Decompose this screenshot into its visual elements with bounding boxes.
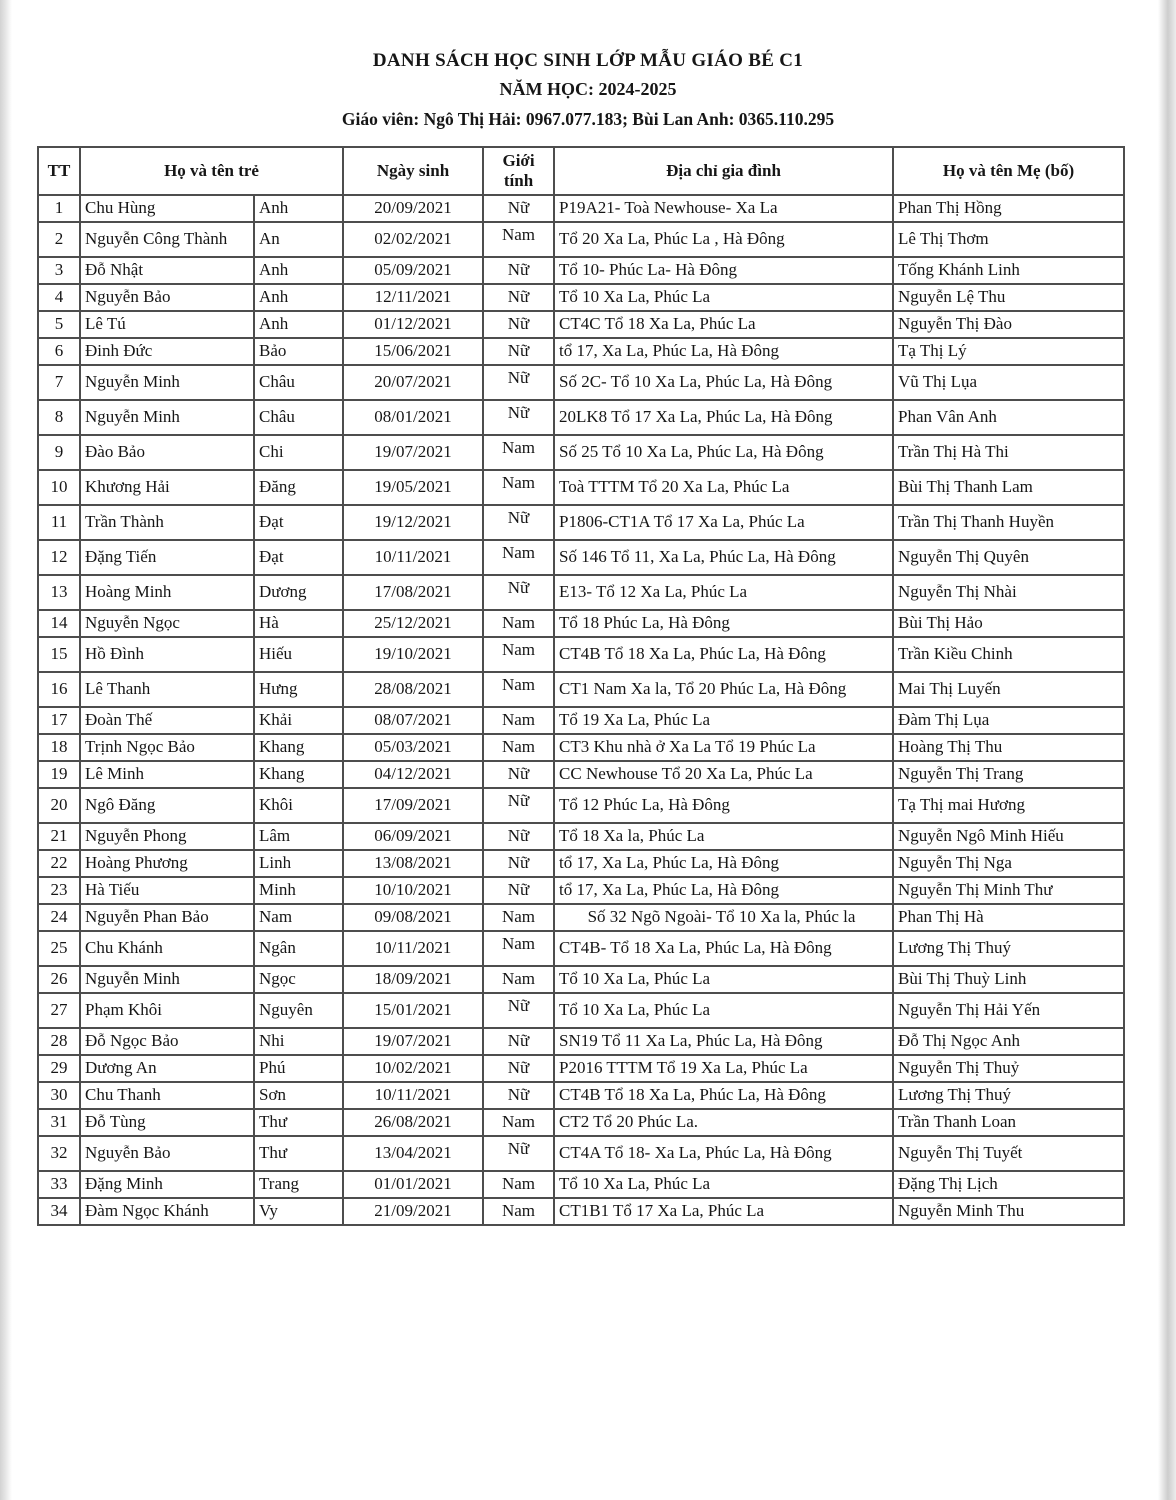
cell-family-name: Nguyễn Phan Bảo	[80, 904, 254, 931]
cell-parent: Trần Kiều Chinh	[893, 637, 1124, 672]
column-header-gender: Giới tính	[483, 147, 554, 195]
cell-dob: 19/05/2021	[343, 470, 483, 505]
cell-address: Tổ 18 Xa la, Phúc La	[554, 823, 893, 850]
cell-dob: 10/02/2021	[343, 1055, 483, 1082]
cell-family-name: Nguyễn Phong	[80, 823, 254, 850]
cell-gender: Nam	[483, 1109, 554, 1136]
cell-address: tổ 17, Xa La, Phúc La, Hà Đông	[554, 877, 893, 904]
table-row	[38, 734, 1124, 761]
cell-given-name: Trang	[254, 1171, 343, 1198]
cell-parent: Bùi Thị Hảo	[893, 610, 1124, 637]
cell-gender: Nam	[483, 637, 554, 672]
cell-given-name: Khang	[254, 761, 343, 788]
table-row	[38, 931, 1124, 966]
cell-dob: 05/03/2021	[343, 734, 483, 761]
cell-address: Tổ 10- Phúc La- Hà Đông	[554, 257, 893, 284]
cell-dob: 06/09/2021	[343, 823, 483, 850]
column-header-parent: Họ và tên Mẹ (bố)	[893, 147, 1124, 195]
table-row	[38, 365, 1124, 400]
cell-given-name: Ngọc	[254, 966, 343, 993]
cell-gender: Nữ	[483, 877, 554, 904]
document-header	[0, 0, 1176, 130]
cell-dob: 17/09/2021	[343, 788, 483, 823]
table-row	[38, 338, 1124, 365]
cell-gender: Nữ	[483, 284, 554, 311]
teachers-line: Giáo viên: Ngô Thị Hải: 0967.077.183; Bùi Lan Anh: 0365.110.295	[341, 109, 835, 129]
cell-address: CT4B Tổ 18 Xa La, Phúc La, Hà Đông	[554, 637, 893, 672]
cell-gender: Nữ	[483, 575, 554, 610]
cell-given-name: Đạt	[254, 540, 343, 575]
cell-address: Toà TTTM Tổ 20 Xa La, Phúc La	[554, 470, 893, 505]
cell-family-name: Đinh Đức	[80, 338, 254, 365]
cell-dob: 01/12/2021	[343, 311, 483, 338]
cell-parent: Phan Thị Hồng	[893, 195, 1124, 222]
table-row	[38, 257, 1124, 284]
table-row	[38, 788, 1124, 823]
cell-address: Tổ 10 Xa La, Phúc La	[554, 1171, 893, 1198]
cell-parent: Nguyễn Minh Thu	[893, 1198, 1124, 1225]
cell-parent: Bùi Thị Thuỳ Linh	[893, 966, 1124, 993]
table-row	[38, 1082, 1124, 1109]
cell-parent: Hoàng Thị Thu	[893, 734, 1124, 761]
cell-given-name: Khải	[254, 707, 343, 734]
cell-address: Số 25 Tổ 10 Xa La, Phúc La, Hà Đông	[554, 435, 893, 470]
cell-family-name: Ngô Đăng	[80, 788, 254, 823]
table-row	[38, 707, 1124, 734]
cell-dob: 10/11/2021	[343, 540, 483, 575]
cell-family-name: Chu Hùng	[80, 195, 254, 222]
cell-gender: Nữ	[483, 788, 554, 823]
table-row	[38, 540, 1124, 575]
cell-parent: Trần Thị Thanh Huyền	[893, 505, 1124, 540]
cell-dob: 02/02/2021	[343, 222, 483, 257]
cell-family-name: Hoàng Minh	[80, 575, 254, 610]
cell-parent: Trần Thị Hà Thi	[893, 435, 1124, 470]
cell-family-name: Trịnh Ngọc Bảo	[80, 734, 254, 761]
cell-tt: 4	[38, 284, 80, 311]
table-row	[38, 284, 1124, 311]
column-header-tt: TT	[38, 147, 80, 195]
cell-given-name: Nguyên	[254, 993, 343, 1028]
cell-address: P1806-CT1A Tổ 17 Xa La, Phúc La	[554, 505, 893, 540]
school-year: NĂM HỌC: 2024-2025	[499, 79, 677, 99]
cell-gender: Nữ	[483, 850, 554, 877]
cell-family-name: Hà Tiếu	[80, 877, 254, 904]
cell-given-name: Hưng	[254, 672, 343, 707]
cell-family-name: Chu Khánh	[80, 931, 254, 966]
cell-address: CT1B1 Tổ 17 Xa La, Phúc La	[554, 1198, 893, 1225]
cell-tt: 7	[38, 365, 80, 400]
cell-family-name: Chu Thanh	[80, 1082, 254, 1109]
cell-address: CC Newhouse Tổ 20 Xa La, Phúc La	[554, 761, 893, 788]
table-row	[38, 400, 1124, 435]
cell-given-name: Anh	[254, 195, 343, 222]
cell-dob: 10/11/2021	[343, 1082, 483, 1109]
cell-dob: 04/12/2021	[343, 761, 483, 788]
cell-tt: 17	[38, 707, 80, 734]
cell-tt: 24	[38, 904, 80, 931]
table-row	[38, 637, 1124, 672]
cell-given-name: Bảo	[254, 338, 343, 365]
cell-dob: 21/09/2021	[343, 1198, 483, 1225]
student-table	[37, 146, 1125, 1226]
cell-family-name: Trần Thành	[80, 505, 254, 540]
cell-given-name: Đạt	[254, 505, 343, 540]
cell-address: Số 32 Ngõ Ngoài- Tổ 10 Xa la, Phúc la	[554, 904, 893, 931]
cell-tt: 29	[38, 1055, 80, 1082]
cell-tt: 9	[38, 435, 80, 470]
table-row	[38, 672, 1124, 707]
cell-gender: Nam	[483, 707, 554, 734]
cell-family-name: Hồ Đình	[80, 637, 254, 672]
cell-family-name: Phạm Khôi	[80, 993, 254, 1028]
cell-address: CT3 Khu nhà ở Xa La Tổ 19 Phúc La	[554, 734, 893, 761]
cell-tt: 28	[38, 1028, 80, 1055]
cell-given-name: Thư	[254, 1136, 343, 1171]
cell-address: tổ 17, Xa La, Phúc La, Hà Đông	[554, 850, 893, 877]
cell-family-name: Đỗ Tùng	[80, 1109, 254, 1136]
table-row	[38, 1198, 1124, 1225]
cell-address: CT4A Tổ 18- Xa La, Phúc La, Hà Đông	[554, 1136, 893, 1171]
cell-parent: Nguyễn Ngô Minh Hiếu	[893, 823, 1124, 850]
table-row	[38, 575, 1124, 610]
cell-dob: 19/07/2021	[343, 435, 483, 470]
cell-dob: 13/04/2021	[343, 1136, 483, 1171]
cell-family-name: Đặng Tiến	[80, 540, 254, 575]
cell-family-name: Nguyễn Ngọc	[80, 610, 254, 637]
cell-given-name: Minh	[254, 877, 343, 904]
cell-tt: 34	[38, 1198, 80, 1225]
cell-dob: 10/11/2021	[343, 931, 483, 966]
cell-dob: 28/08/2021	[343, 672, 483, 707]
cell-parent: Nguyễn Thị Nhài	[893, 575, 1124, 610]
cell-tt: 12	[38, 540, 80, 575]
cell-family-name: Đỗ Ngọc Bảo	[80, 1028, 254, 1055]
cell-family-name: Đào Bảo	[80, 435, 254, 470]
table-row	[38, 1136, 1124, 1171]
cell-address: Tổ 18 Phúc La, Hà Đông	[554, 610, 893, 637]
cell-given-name: Nam	[254, 904, 343, 931]
cell-family-name: Nguyễn Minh	[80, 400, 254, 435]
cell-parent: Tống Khánh Linh	[893, 257, 1124, 284]
cell-gender: Nam	[483, 435, 554, 470]
cell-given-name: Châu	[254, 365, 343, 400]
cell-given-name: Vy	[254, 1198, 343, 1225]
cell-parent: Lương Thị Thuý	[893, 1082, 1124, 1109]
cell-address: CT4B Tổ 18 Xa La, Phúc La, Hà Đông	[554, 1082, 893, 1109]
cell-gender: Nam	[483, 540, 554, 575]
cell-dob: 17/08/2021	[343, 575, 483, 610]
table-row	[38, 1055, 1124, 1082]
cell-dob: 25/12/2021	[343, 610, 483, 637]
cell-dob: 19/07/2021	[343, 1028, 483, 1055]
cell-address: CT1 Nam Xa la, Tổ 20 Phúc La, Hà Đông	[554, 672, 893, 707]
cell-parent: Nguyễn Thị Hải Yến	[893, 993, 1124, 1028]
cell-family-name: Nguyễn Bảo	[80, 284, 254, 311]
table-header-row	[38, 147, 1124, 195]
column-header-dob: Ngày sinh	[343, 147, 483, 195]
table-row	[38, 195, 1124, 222]
cell-tt: 3	[38, 257, 80, 284]
cell-address: Tổ 10 Xa La, Phúc La	[554, 284, 893, 311]
cell-tt: 33	[38, 1171, 80, 1198]
cell-dob: 08/07/2021	[343, 707, 483, 734]
cell-dob: 10/10/2021	[343, 877, 483, 904]
cell-given-name: Anh	[254, 284, 343, 311]
cell-family-name: Nguyễn Minh	[80, 365, 254, 400]
cell-address: Số 146 Tổ 11, Xa La, Phúc La, Hà Đông	[554, 540, 893, 575]
table-row	[38, 435, 1124, 470]
cell-given-name: Phú	[254, 1055, 343, 1082]
cell-gender: Nữ	[483, 1028, 554, 1055]
cell-parent: Nguyễn Thị Đào	[893, 311, 1124, 338]
cell-tt: 20	[38, 788, 80, 823]
cell-parent: Vũ Thị Lụa	[893, 365, 1124, 400]
cell-address: P2016 TTTM Tổ 19 Xa La, Phúc La	[554, 1055, 893, 1082]
cell-dob: 20/07/2021	[343, 365, 483, 400]
cell-gender: Nữ	[483, 761, 554, 788]
cell-address: Tổ 12 Phúc La, Hà Đông	[554, 788, 893, 823]
cell-dob: 19/12/2021	[343, 505, 483, 540]
cell-family-name: Hoàng Phương	[80, 850, 254, 877]
cell-tt: 31	[38, 1109, 80, 1136]
cell-address: Tổ 20 Xa La, Phúc La , Hà Đông	[554, 222, 893, 257]
cell-address: tổ 17, Xa La, Phúc La, Hà Đông	[554, 338, 893, 365]
cell-tt: 14	[38, 610, 80, 637]
cell-given-name: Thư	[254, 1109, 343, 1136]
cell-tt: 2	[38, 222, 80, 257]
cell-gender: Nữ	[483, 1082, 554, 1109]
cell-gender: Nam	[483, 931, 554, 966]
cell-tt: 6	[38, 338, 80, 365]
cell-tt: 23	[38, 877, 80, 904]
cell-given-name: Sơn	[254, 1082, 343, 1109]
cell-dob: 19/10/2021	[343, 637, 483, 672]
cell-family-name: Nguyễn Minh	[80, 966, 254, 993]
table-row	[38, 904, 1124, 931]
cell-given-name: Anh	[254, 311, 343, 338]
cell-gender: Nam	[483, 222, 554, 257]
table-row	[38, 1171, 1124, 1198]
table-row	[38, 761, 1124, 788]
cell-tt: 32	[38, 1136, 80, 1171]
cell-address: Tổ 10 Xa La, Phúc La	[554, 966, 893, 993]
cell-gender: Nam	[483, 966, 554, 993]
cell-tt: 27	[38, 993, 80, 1028]
column-header-address: Địa chỉ gia đình	[554, 147, 893, 195]
cell-address: CT4B- Tổ 18 Xa La, Phúc La, Hà Đông	[554, 931, 893, 966]
cell-tt: 19	[38, 761, 80, 788]
table-row	[38, 850, 1124, 877]
cell-parent: Đàm Thị Lụa	[893, 707, 1124, 734]
table-row	[38, 222, 1124, 257]
cell-tt: 1	[38, 195, 80, 222]
cell-given-name: Nhi	[254, 1028, 343, 1055]
cell-gender: Nam	[483, 470, 554, 505]
cell-gender: Nữ	[483, 195, 554, 222]
cell-given-name: Ngân	[254, 931, 343, 966]
cell-gender: Nữ	[483, 311, 554, 338]
cell-address: Số 2C- Tổ 10 Xa La, Phúc La, Hà Đông	[554, 365, 893, 400]
scan-right-edge-shadow	[1158, 0, 1176, 1500]
cell-address: 20LK8 Tổ 17 Xa La, Phúc La, Hà Đông	[554, 400, 893, 435]
cell-given-name: Hà	[254, 610, 343, 637]
cell-parent: Lê Thị Thơm	[893, 222, 1124, 257]
cell-tt: 26	[38, 966, 80, 993]
cell-parent: Lương Thị Thuý	[893, 931, 1124, 966]
cell-dob: 09/08/2021	[343, 904, 483, 931]
cell-parent: Mai Thị Luyến	[893, 672, 1124, 707]
cell-gender: Nữ	[483, 257, 554, 284]
cell-dob: 26/08/2021	[343, 1109, 483, 1136]
cell-given-name: An	[254, 222, 343, 257]
cell-parent: Nguyễn Thị Quyên	[893, 540, 1124, 575]
cell-given-name: Đăng	[254, 470, 343, 505]
cell-parent: Phan Vân Anh	[893, 400, 1124, 435]
cell-dob: 20/09/2021	[343, 195, 483, 222]
cell-gender: Nữ	[483, 823, 554, 850]
cell-parent: Bùi Thị Thanh Lam	[893, 470, 1124, 505]
cell-dob: 15/01/2021	[343, 993, 483, 1028]
cell-tt: 8	[38, 400, 80, 435]
cell-gender: Nam	[483, 1171, 554, 1198]
cell-tt: 5	[38, 311, 80, 338]
cell-family-name: Lê Minh	[80, 761, 254, 788]
cell-parent: Tạ Thị Lý	[893, 338, 1124, 365]
page-title: DANH SÁCH HỌC SINH LỚP MẪU GIÁO BÉ C1	[372, 50, 804, 71]
cell-dob: 05/09/2021	[343, 257, 483, 284]
cell-tt: 13	[38, 575, 80, 610]
cell-tt: 10	[38, 470, 80, 505]
cell-tt: 11	[38, 505, 80, 540]
cell-address: E13- Tổ 12 Xa La, Phúc La	[554, 575, 893, 610]
cell-gender: Nữ	[483, 993, 554, 1028]
cell-gender: Nữ	[483, 400, 554, 435]
cell-dob: 13/08/2021	[343, 850, 483, 877]
cell-tt: 22	[38, 850, 80, 877]
cell-family-name: Khương Hải	[80, 470, 254, 505]
cell-gender: Nam	[483, 1198, 554, 1225]
cell-parent: Đỗ Thị Ngọc Anh	[893, 1028, 1124, 1055]
table-row	[38, 505, 1124, 540]
table-row	[38, 877, 1124, 904]
cell-gender: Nữ	[483, 1055, 554, 1082]
cell-gender: Nam	[483, 672, 554, 707]
cell-dob: 12/11/2021	[343, 284, 483, 311]
cell-address: SN19 Tổ 11 Xa La, Phúc La, Hà Đông	[554, 1028, 893, 1055]
cell-parent: Trần Thanh Loan	[893, 1109, 1124, 1136]
table-row	[38, 993, 1124, 1028]
cell-parent: Tạ Thị mai Hương	[893, 788, 1124, 823]
cell-address: P19A21- Toà Newhouse- Xa La	[554, 195, 893, 222]
cell-dob: 15/06/2021	[343, 338, 483, 365]
cell-tt: 18	[38, 734, 80, 761]
cell-given-name: Khôi	[254, 788, 343, 823]
cell-given-name: Lâm	[254, 823, 343, 850]
cell-given-name: Châu	[254, 400, 343, 435]
cell-tt: 15	[38, 637, 80, 672]
cell-gender: Nữ	[483, 365, 554, 400]
cell-family-name: Đặng Minh	[80, 1171, 254, 1198]
table-row	[38, 1028, 1124, 1055]
cell-family-name: Dương An	[80, 1055, 254, 1082]
cell-gender: Nữ	[483, 1136, 554, 1171]
cell-gender: Nam	[483, 734, 554, 761]
cell-family-name: Nguyễn Công Thành	[80, 222, 254, 257]
table-row	[38, 823, 1124, 850]
table-row	[38, 610, 1124, 637]
cell-address: Tổ 10 Xa La, Phúc La	[554, 993, 893, 1028]
cell-given-name: Khang	[254, 734, 343, 761]
cell-tt: 21	[38, 823, 80, 850]
cell-family-name: Đàm Ngọc Khánh	[80, 1198, 254, 1225]
cell-parent: Nguyễn Thị Minh Thư	[893, 877, 1124, 904]
cell-gender: Nữ	[483, 338, 554, 365]
cell-parent: Phan Thị Hà	[893, 904, 1124, 931]
column-header-name: Họ và tên trẻ	[80, 147, 343, 195]
cell-parent: Nguyễn Thị Trang	[893, 761, 1124, 788]
cell-given-name: Linh	[254, 850, 343, 877]
cell-given-name: Hiếu	[254, 637, 343, 672]
scan-left-edge-shadow	[0, 0, 12, 1500]
cell-tt: 30	[38, 1082, 80, 1109]
cell-dob: 18/09/2021	[343, 966, 483, 993]
cell-address: CT4C Tổ 18 Xa La, Phúc La	[554, 311, 893, 338]
cell-family-name: Đỗ Nhật	[80, 257, 254, 284]
table-row	[38, 1109, 1124, 1136]
cell-dob: 01/01/2021	[343, 1171, 483, 1198]
cell-gender: Nữ	[483, 505, 554, 540]
cell-address: Tổ 19 Xa La, Phúc La	[554, 707, 893, 734]
cell-family-name: Đoàn Thế	[80, 707, 254, 734]
cell-given-name: Anh	[254, 257, 343, 284]
cell-given-name: Dương	[254, 575, 343, 610]
cell-tt: 25	[38, 931, 80, 966]
cell-given-name: Chi	[254, 435, 343, 470]
table-row	[38, 311, 1124, 338]
cell-parent: Nguyễn Lệ Thu	[893, 284, 1124, 311]
cell-dob: 08/01/2021	[343, 400, 483, 435]
table-row	[38, 966, 1124, 993]
cell-parent: Nguyễn Thị Thuỷ	[893, 1055, 1124, 1082]
cell-parent: Nguyễn Thị Tuyết	[893, 1136, 1124, 1171]
cell-address: CT2 Tổ 20 Phúc La.	[554, 1109, 893, 1136]
cell-family-name: Lê Thanh	[80, 672, 254, 707]
cell-parent: Nguyễn Thị Nga	[893, 850, 1124, 877]
cell-family-name: Lê Tú	[80, 311, 254, 338]
table-row	[38, 470, 1124, 505]
cell-gender: Nam	[483, 610, 554, 637]
cell-tt: 16	[38, 672, 80, 707]
cell-family-name: Nguyễn Bảo	[80, 1136, 254, 1171]
cell-gender: Nam	[483, 904, 554, 931]
cell-parent: Đặng Thị Lịch	[893, 1171, 1124, 1198]
